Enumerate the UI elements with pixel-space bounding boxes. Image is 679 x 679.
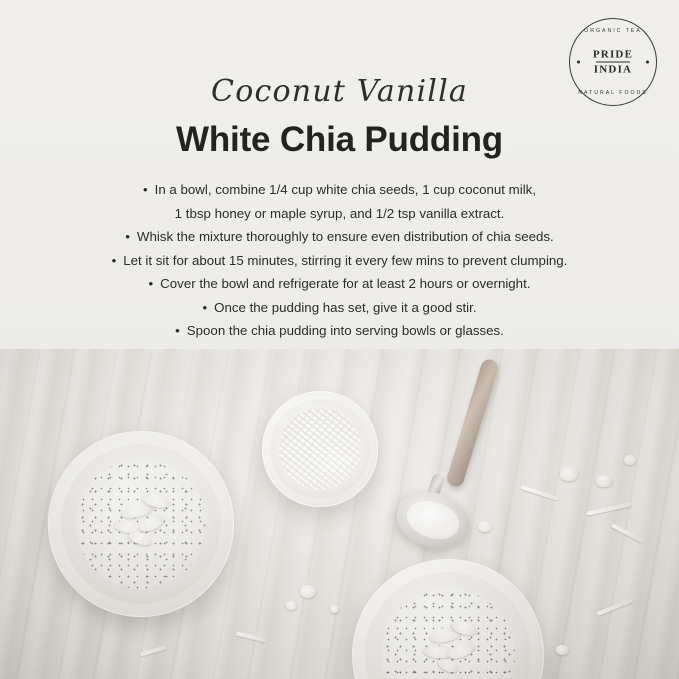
- list-item-continuation: 1 tbsp honey or maple syrup, and 1/2 tsp vanilla extract.: [174, 205, 505, 221]
- list-item: [40, 319, 639, 343]
- food-photo: [0, 349, 679, 679]
- list-item: [40, 249, 639, 273]
- brand-logo-name-line2: INDIA: [593, 63, 633, 76]
- list-item-text: In a bowl, combine 1/4 cup white chia seeds, 1 cup coconut milk,: [154, 182, 537, 197]
- brand-logo-ring-bottom-text: NATURAL FOODS: [578, 90, 648, 96]
- bullet-icon: •: [148, 276, 154, 291]
- page-title: White Chia Pudding: [176, 120, 503, 159]
- brand-logo-divider: [596, 62, 630, 63]
- list-item: [40, 225, 639, 249]
- list-item-text: Let it sit for about 15 minutes, stirring it every few mins to prevent clumping.: [123, 252, 568, 268]
- brand-logo-ring-top-text: ORGANIC TEA: [584, 28, 642, 34]
- bullet-icon: •: [111, 252, 117, 268]
- list-item-text: Spoon the chia pudding into serving bowls or glasses.: [186, 323, 504, 338]
- list-item: [40, 178, 639, 225]
- bullet-icon: •: [175, 323, 180, 338]
- bullet-icon: •: [142, 182, 148, 197]
- recipe-subtitle: Coconut Vanilla: [211, 74, 468, 109]
- list-item-text: Cover the bowl and refrigerate for at least 2 hours or overnight.: [160, 276, 531, 291]
- list-item-text: Whisk the mixture thoroughly to ensure even distribution of chia seeds.: [136, 229, 554, 244]
- photo-vignette: [0, 349, 679, 679]
- list-item: [40, 272, 639, 296]
- bullet-icon: •: [125, 229, 130, 244]
- list-item-text: Once the pudding has set, give it a good stir.: [214, 299, 477, 315]
- instruction-list: [40, 178, 639, 366]
- bullet-icon: •: [202, 299, 208, 315]
- brand-logo-name-line1: PRIDE: [592, 48, 634, 61]
- list-item: [40, 296, 639, 320]
- brand-logo-name: [570, 50, 656, 75]
